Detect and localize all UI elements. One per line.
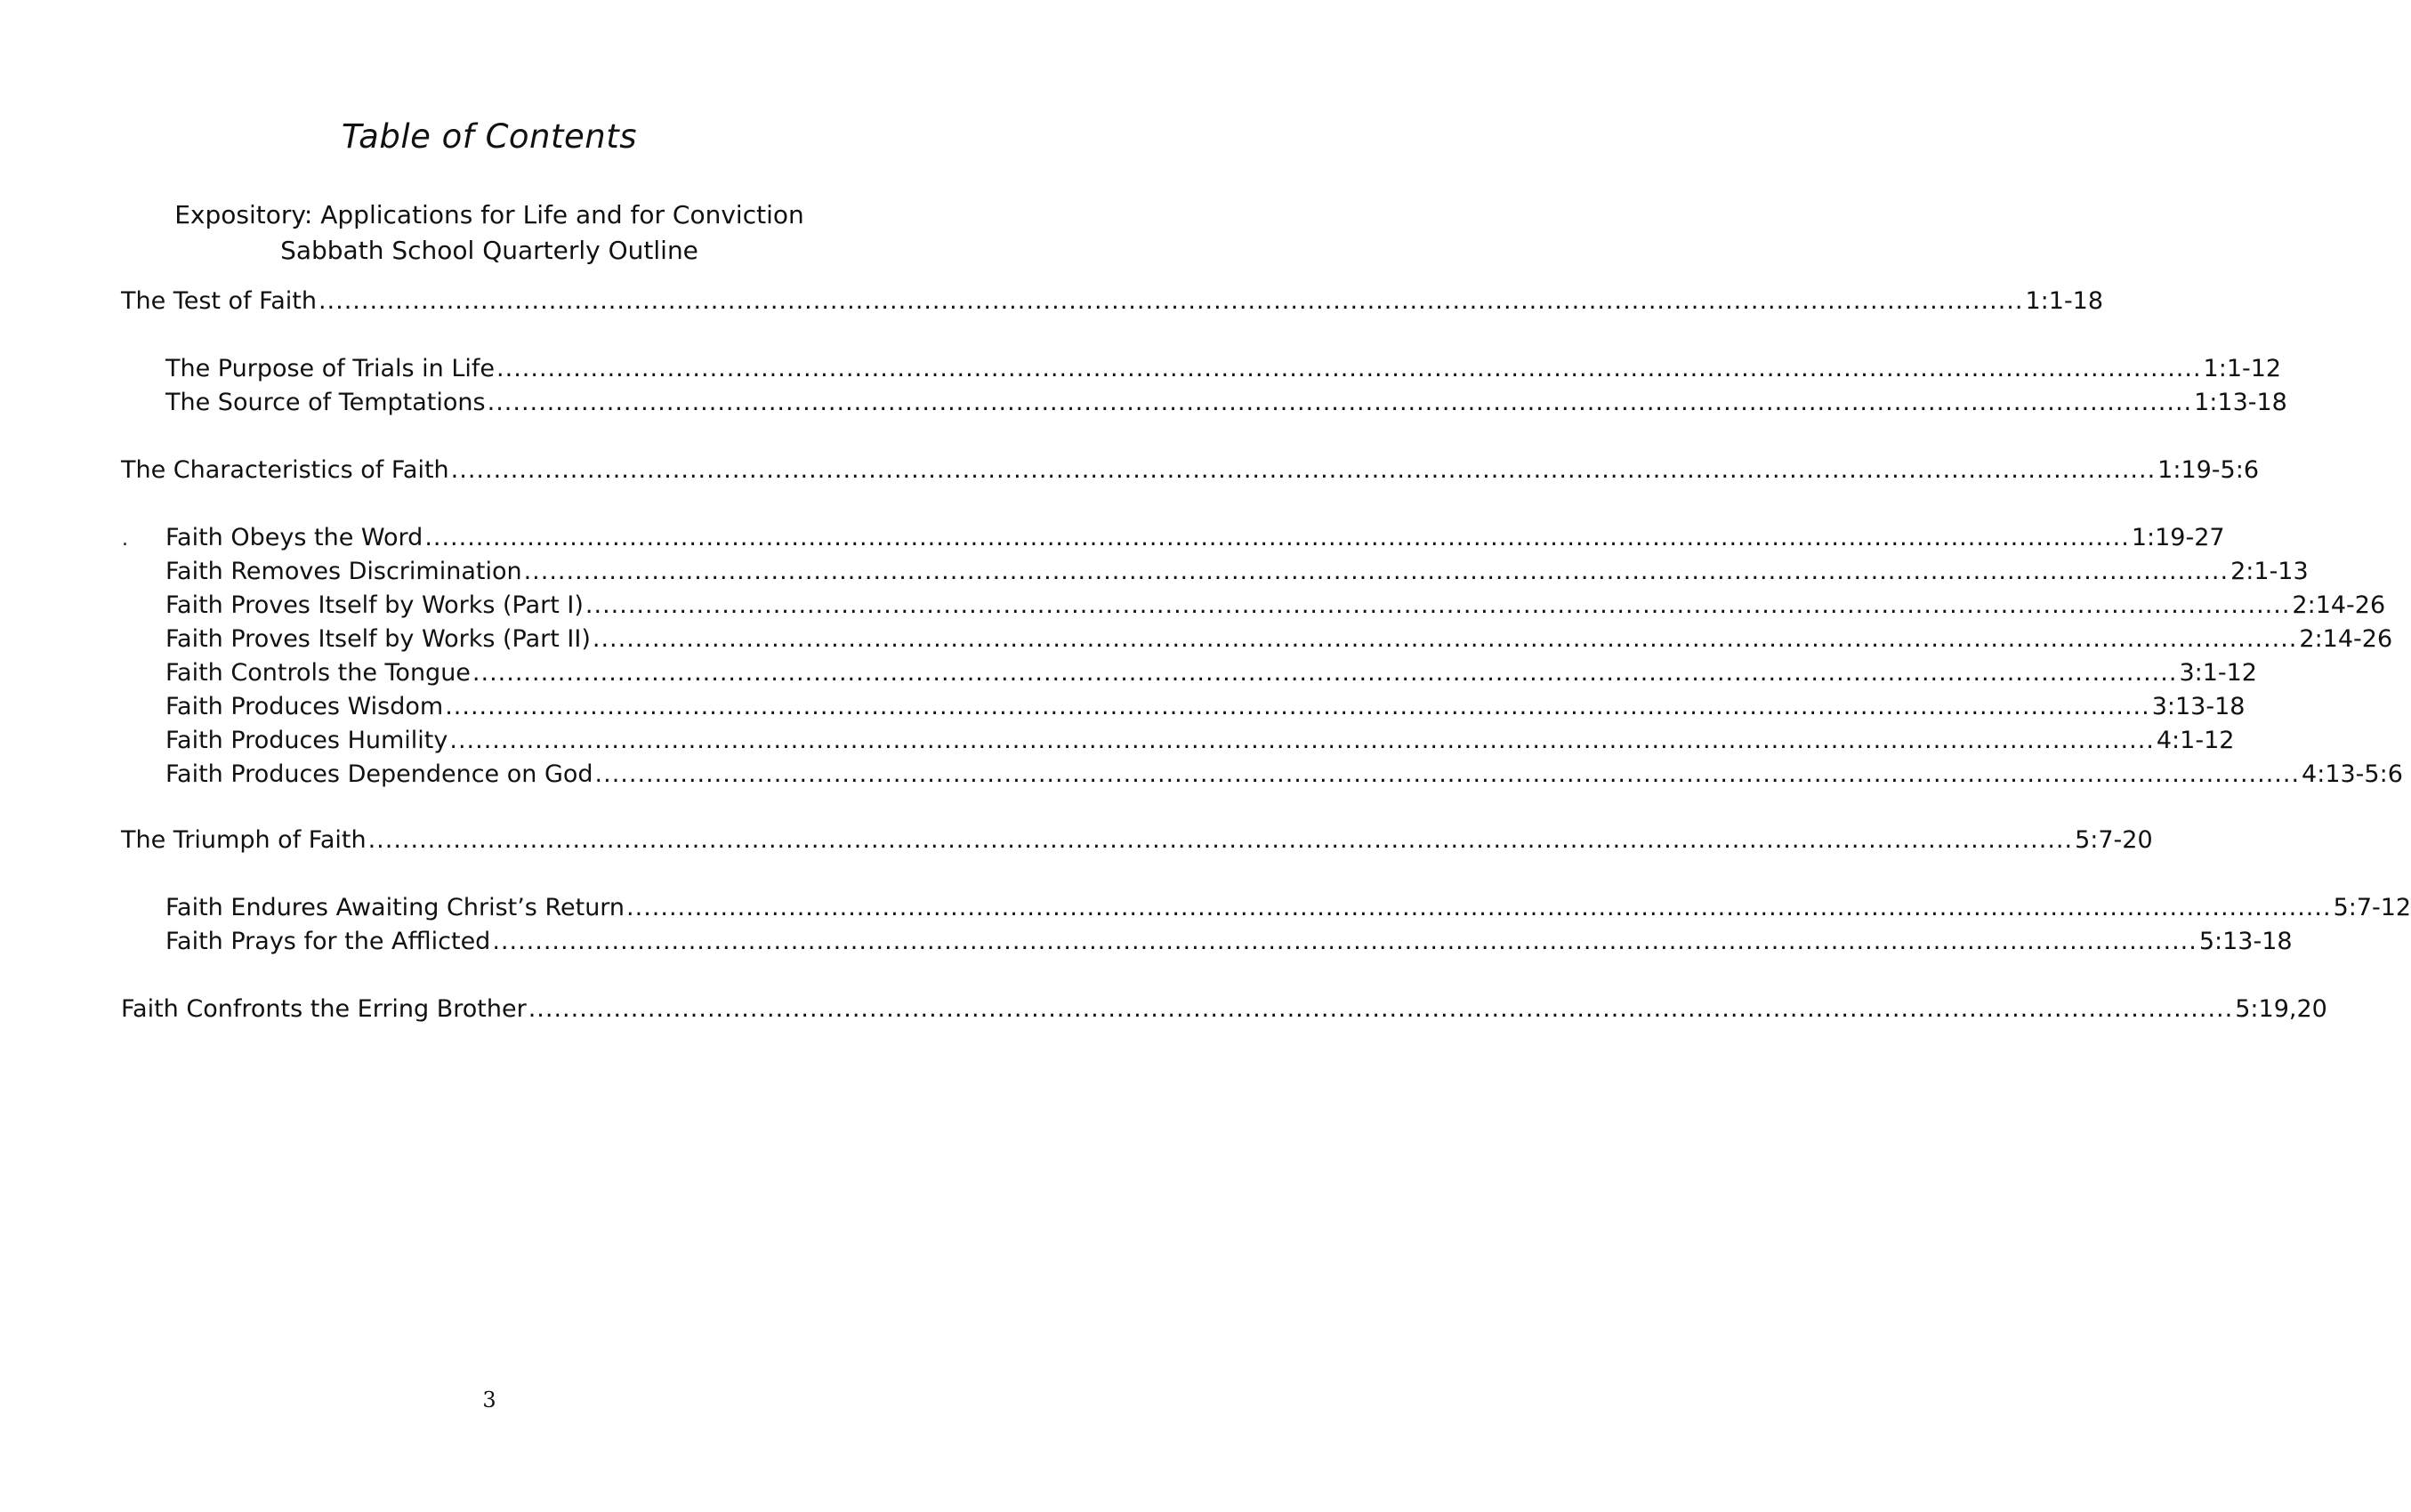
toc-leader-dots: ........................................................................................................................................................................................................	[487, 389, 2193, 416]
toc-entry-title: Faith Controls the Tongue	[165, 659, 471, 687]
toc-leader-dots: ........................................................................................................................................................................................................	[592, 625, 2298, 653]
toc-entry-test-of-faith	[121, 285, 2104, 318]
toc-leader-dots: ........................................................................................................................................................................................................	[585, 591, 2291, 619]
toc-entry-removes-discrimination	[165, 555, 2309, 589]
toc-entry-reference: 4:1-12	[2156, 727, 2235, 754]
toc-entry-reference: 1:1-18	[2025, 287, 2104, 315]
toc-leader-dots: ........................................................................................................................................................................................................	[445, 693, 2150, 720]
toc-entry-proves-itself-part-1	[165, 589, 2386, 623]
toc-entry-reference: 1:19-27	[2131, 524, 2225, 551]
toc-entry-reference: 3:1-12	[2179, 659, 2257, 687]
toc-entry-prays-for-afflicted	[165, 925, 2293, 959]
toc-entry-title: Faith Prays for the Afflicted	[165, 928, 491, 955]
toc-entry-reference: 3:13-18	[2151, 693, 2246, 720]
toc-entry-title: Faith Produces Dependence on God	[165, 760, 593, 788]
toc-entry-reference: 4:13-5:6	[2302, 760, 2403, 788]
toc-entry-obeys-the-word	[165, 521, 2225, 555]
toc-entry-title: The Characteristics of Faith	[121, 456, 449, 484]
toc-entry-confronts-erring-brother	[121, 993, 2327, 1026]
toc-entry-title: Faith Proves Itself by Works (Part II)	[165, 625, 591, 653]
toc-entry-produces-wisdom	[165, 690, 2246, 724]
toc-entry-title: Faith Endures Awaiting Christ’s Return	[165, 894, 625, 921]
toc-entry-purpose-of-trials	[165, 352, 2282, 386]
toc-entry-title: Faith Proves Itself by Works (Part I)	[165, 591, 584, 619]
toc-leader-dots: ........................................................................................................................................................................................................	[367, 826, 2074, 854]
toc-leader-dots: ........................................................................................................................................................................................................	[424, 524, 2130, 551]
toc-entry-title: Faith Produces Humility	[165, 727, 448, 754]
toc-leader-dots: ........................................................................................................................................................................................................	[318, 287, 2024, 315]
toc-leader-dots: ........................................................................................................................................................................................................	[472, 659, 2178, 687]
page-title: Table of Contents	[341, 117, 638, 156]
page-number: 3	[482, 1387, 496, 1412]
toc-leader-dots: ........................................................................................................................................................................................................	[523, 558, 2230, 585]
toc-leader-dots: ........................................................................................................................................................................................................	[449, 727, 2155, 754]
toc-entry-reference: 1:19-5:6	[2157, 456, 2259, 484]
toc-entry-controls-the-tongue	[165, 656, 2257, 690]
toc-entry-title: Faith Removes Discrimination	[165, 558, 522, 585]
toc-entry-reference: 2:1-13	[2230, 558, 2309, 585]
toc-leader-dots: ........................................................................................................................................................................................................	[594, 760, 2301, 788]
toc-entry-title: The Purpose of Trials in Life	[165, 355, 496, 382]
toc-entry-title: The Triumph of Faith	[121, 826, 367, 854]
toc-entry-triumph-of-faith	[121, 824, 2153, 857]
toc-entry-reference: 1:13-18	[2194, 389, 2287, 416]
toc-leader-dots: ........................................................................................................................................................................................................	[496, 355, 2202, 382]
stray-period: .	[122, 528, 128, 551]
toc-entry-reference: 5:7-20	[2075, 826, 2153, 854]
toc-entry-produces-dependence	[165, 758, 2403, 792]
toc-leader-dots: ........................................................................................................................................................................................................	[450, 456, 2157, 484]
toc-entry-endures-awaiting-return	[165, 891, 2411, 925]
toc-leader-dots: ........................................................................................................................................................................................................	[492, 928, 2197, 955]
toc-entry-reference: 5:19,20	[2235, 995, 2327, 1023]
toc-entry-title: The Test of Faith	[121, 287, 317, 315]
toc-leader-dots: ........................................................................................................................................................................................................	[528, 995, 2234, 1023]
toc-entry-title: Faith Produces Wisdom	[165, 693, 444, 720]
toc-entry-source-of-temptations	[165, 386, 2287, 420]
toc-entry-title: Faith Confronts the Erring Brother	[121, 995, 527, 1023]
toc-entry-reference: 2:14-26	[2299, 625, 2393, 653]
toc-entry-produces-humility	[165, 724, 2235, 758]
toc-entry-reference: 5:13-18	[2198, 928, 2293, 955]
toc-entry-title: Faith Obeys the Word	[165, 524, 423, 551]
toc-entry-proves-itself-part-2	[165, 623, 2393, 656]
toc-leader-dots: ........................................................................................................................................................................................................	[626, 894, 2332, 921]
toc-entry-reference: 5:7-12	[2333, 894, 2411, 921]
subtitle-line-1: Expository: Applications for Life and for Conviction	[174, 200, 804, 229]
subtitle-line-2: Sabbath School Quarterly Outline	[280, 236, 698, 265]
toc-entry-reference: 1:1-12	[2203, 355, 2282, 382]
toc-entry-title: The Source of Temptations	[165, 389, 486, 416]
toc-entry-reference: 2:14-26	[2292, 591, 2386, 619]
toc-entry-characteristics-of-faith	[121, 454, 2259, 487]
